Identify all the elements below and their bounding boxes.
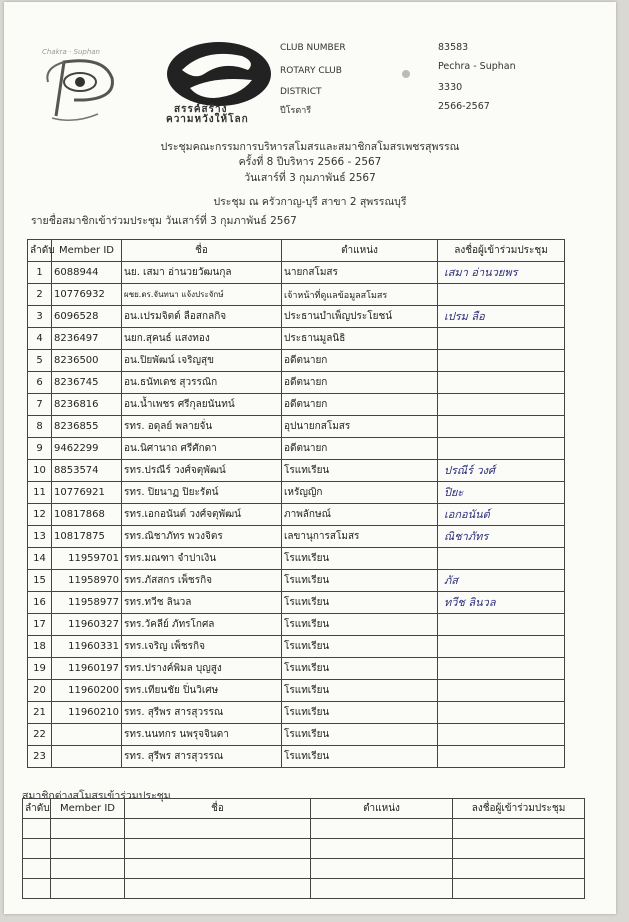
table-row bbox=[28, 438, 565, 460]
guest-cell bbox=[453, 819, 585, 839]
guest-cell bbox=[51, 879, 125, 899]
cell-position: โรแทเรียน bbox=[282, 548, 438, 570]
table-row bbox=[28, 262, 565, 284]
col-member-id-header: Member ID bbox=[52, 240, 122, 262]
cell-member-id: 6096528 bbox=[52, 306, 122, 328]
cell-no: 12 bbox=[28, 504, 52, 526]
guest-cell bbox=[51, 859, 125, 879]
guest-cell bbox=[453, 859, 585, 879]
cell-position: อดีตนายก bbox=[282, 394, 438, 416]
cell-signature bbox=[438, 548, 565, 570]
guest-col-member-id-header: Member ID bbox=[51, 799, 125, 819]
cell-no: 20 bbox=[28, 680, 52, 702]
cell-position: เหรัญญิก bbox=[282, 482, 438, 504]
table-row bbox=[28, 394, 565, 416]
cell-no: 22 bbox=[28, 724, 52, 746]
cell-signature bbox=[438, 438, 565, 460]
cell-position: ประธานมูลนิธิ bbox=[282, 328, 438, 350]
swoosh-logo-icon bbox=[164, 40, 274, 110]
cell-name: รทร. ปิยนาฏ ปิยะรัตน์ bbox=[122, 482, 282, 504]
guest-col-position-header: ตำแหน่ง bbox=[311, 799, 453, 819]
cell-member-id: 11958970 bbox=[52, 570, 122, 592]
cell-no: 14 bbox=[28, 548, 52, 570]
cell-no: 11 bbox=[28, 482, 52, 504]
table-row bbox=[28, 636, 565, 658]
cell-name: รทร.วัคลีย์ ภัทรโกศล bbox=[122, 614, 282, 636]
decorative-dot bbox=[402, 70, 410, 78]
meeting-number: ครั้งที่ 8 ปีบริหาร 2566 - 2567 bbox=[238, 156, 382, 168]
cell-signature bbox=[438, 592, 565, 614]
cell-name: รทร. อดุลย์ พลายจั่น bbox=[122, 416, 282, 438]
cell-member-id bbox=[52, 724, 122, 746]
cell-no: 4 bbox=[28, 328, 52, 350]
cell-member-id: 10776921 bbox=[52, 482, 122, 504]
cell-member-id: 11960197 bbox=[52, 658, 122, 680]
table-row bbox=[28, 548, 565, 570]
guest-cell bbox=[453, 879, 585, 899]
cell-name: ผชย.ดร.จันทนา แจ้งประจักษ์ bbox=[122, 284, 282, 306]
cell-position: ประธานบำเพ็ญประโยชน์ bbox=[282, 306, 438, 328]
cell-no: 15 bbox=[28, 570, 52, 592]
cell-no: 18 bbox=[28, 636, 52, 658]
rotary-club: Pechra - Suphan bbox=[438, 61, 516, 72]
cell-signature bbox=[438, 702, 565, 724]
district: 3330 bbox=[438, 82, 463, 93]
cell-no: 1 bbox=[28, 262, 52, 284]
cell-name: รทร.มณฑา จำปาเงิน bbox=[122, 548, 282, 570]
guest-cell bbox=[311, 879, 453, 899]
guest-cell bbox=[311, 839, 453, 859]
handwritten-signature: เสมา อ่านวยพร bbox=[444, 266, 518, 279]
cell-member-id: 8236497 bbox=[52, 328, 122, 350]
handwritten-signature: ทวีช ลินวล bbox=[444, 596, 496, 609]
cell-position: โรแทเรียน bbox=[282, 658, 438, 680]
cell-no: 23 bbox=[28, 746, 52, 768]
cell-signature bbox=[438, 570, 565, 592]
cell-member-id bbox=[52, 746, 122, 768]
table-row bbox=[28, 724, 565, 746]
cell-position: อุปนายกสโมสร bbox=[282, 416, 438, 438]
table-row bbox=[28, 680, 565, 702]
cell-no: 10 bbox=[28, 460, 52, 482]
cell-signature bbox=[438, 394, 565, 416]
cell-position: อดีตนายก bbox=[282, 350, 438, 372]
guest-cell bbox=[23, 859, 51, 879]
table-row bbox=[28, 570, 565, 592]
cell-name: อน.น้ำเพชร ศรีกุลยนันทน์ bbox=[122, 394, 282, 416]
cell-no: 19 bbox=[28, 658, 52, 680]
guest-cell bbox=[51, 819, 125, 839]
table-header-row bbox=[28, 240, 565, 262]
table-row bbox=[28, 416, 565, 438]
cell-name: นยก.สุคนธ์ แสงทอง bbox=[122, 328, 282, 350]
cell-member-id: 10817875 bbox=[52, 526, 122, 548]
meeting-date: วันเสาร์ที่ 3 กุมภาพันธ์ 2567 bbox=[244, 172, 376, 184]
cell-signature bbox=[438, 746, 565, 768]
rotary-year: 2566-2567 bbox=[438, 101, 490, 112]
cell-name: อน.ปิยพัฒน์ เจริญสุข bbox=[122, 350, 282, 372]
guest-cell bbox=[125, 819, 311, 839]
col-no-header: ลำดับ bbox=[28, 240, 52, 262]
cell-name: รทร.ภัสสกร เพ็ชรกิจ bbox=[122, 570, 282, 592]
rotary-year-label: ปีโรตารี bbox=[280, 106, 312, 116]
guest-cell bbox=[125, 879, 311, 899]
table-row bbox=[28, 614, 565, 636]
attendance-table bbox=[27, 239, 565, 768]
cell-name: รทร.ปรางค์พิมล บุญสูง bbox=[122, 658, 282, 680]
cell-signature bbox=[438, 680, 565, 702]
cell-position: โรแทเรียน bbox=[282, 724, 438, 746]
guest-cell bbox=[23, 879, 51, 899]
cell-member-id: 11960210 bbox=[52, 702, 122, 724]
p-eye-logo-icon bbox=[34, 48, 130, 126]
cell-name: อน.ธนัทเดช สุวรรณิก bbox=[122, 372, 282, 394]
logo-caption-2: ความหวังให้โลก bbox=[166, 114, 249, 125]
cell-signature bbox=[438, 482, 565, 504]
cell-name: รทร.ปรณีร์ วงศ์จตุพัฒน์ bbox=[122, 460, 282, 482]
guest-row bbox=[23, 879, 585, 899]
cell-member-id: 8236855 bbox=[52, 416, 122, 438]
col-signature-header: ลงชื่อผู้เข้าร่วมประชุม bbox=[438, 240, 565, 262]
handwritten-signature: ภัส bbox=[444, 574, 458, 587]
club-number: 83583 bbox=[438, 42, 469, 53]
cell-signature bbox=[438, 614, 565, 636]
cell-signature bbox=[438, 658, 565, 680]
rotary-club-label: ROTARY CLUB bbox=[280, 66, 342, 76]
cell-no: 6 bbox=[28, 372, 52, 394]
cell-signature bbox=[438, 306, 565, 328]
roster-title: รายชื่อสมาชิกเข้าร่วมประชุม วันเสาร์ที่ 3 กุมภาพันธ์ 2567 bbox=[31, 215, 297, 227]
cell-member-id: 11960200 bbox=[52, 680, 122, 702]
meeting-venue: ประชุม ณ ครัวกาญ-บุรี สาขา 2 สุพรรณบุรี bbox=[213, 196, 407, 208]
col-position-header: ตำแหน่ง bbox=[282, 240, 438, 262]
table-row bbox=[28, 526, 565, 548]
club-logo-p bbox=[34, 48, 130, 126]
handwritten-signature: ปิยะ bbox=[444, 486, 464, 499]
handwritten-signature: เปรม ลือ bbox=[444, 310, 485, 323]
table-row bbox=[28, 702, 565, 724]
guest-cell bbox=[51, 839, 125, 859]
cell-signature bbox=[438, 526, 565, 548]
cell-position: ภาพลักษณ์ bbox=[282, 504, 438, 526]
cell-position: โรแทเรียน bbox=[282, 570, 438, 592]
cell-name: รทร.ทวีช ลินวล bbox=[122, 592, 282, 614]
cell-member-id: 10817868 bbox=[52, 504, 122, 526]
cell-name: รทร.เอกอนันต์ วงศ์จตุพัฒน์ bbox=[122, 504, 282, 526]
cell-no: 8 bbox=[28, 416, 52, 438]
guest-col-signature-header: ลงชื่อผู้เข้าร่วมประชุม bbox=[453, 799, 585, 819]
cell-name: รทร.นนทกร นพรุจจินดา bbox=[122, 724, 282, 746]
cell-no: 5 bbox=[28, 350, 52, 372]
table-row bbox=[28, 658, 565, 680]
cell-signature bbox=[438, 372, 565, 394]
guest-col-no-header: ลำดับ bbox=[23, 799, 51, 819]
guest-header-row bbox=[23, 799, 585, 819]
logo-script-text: Chakra · Suphan bbox=[42, 48, 100, 56]
cell-name: รทร. สุรีพร สารสุวรรณ bbox=[122, 746, 282, 768]
cell-member-id: 9462299 bbox=[52, 438, 122, 460]
district-label: DISTRICT bbox=[280, 87, 322, 97]
table-row bbox=[28, 284, 565, 306]
cell-signature bbox=[438, 416, 565, 438]
cell-signature bbox=[438, 724, 565, 746]
guest-row bbox=[23, 859, 585, 879]
cell-signature bbox=[438, 328, 565, 350]
cell-member-id: 8236500 bbox=[52, 350, 122, 372]
guest-col-name-header: ชื่อ bbox=[125, 799, 311, 819]
guest-cell bbox=[125, 839, 311, 859]
guest-table bbox=[22, 798, 585, 899]
guest-cell bbox=[311, 859, 453, 879]
table-row bbox=[28, 372, 565, 394]
cell-signature bbox=[438, 504, 565, 526]
cell-position: อดีตนายก bbox=[282, 438, 438, 460]
handwritten-signature: ณิชาภัทร bbox=[444, 530, 489, 543]
guest-cell bbox=[23, 839, 51, 859]
cell-signature bbox=[438, 350, 565, 372]
handwritten-signature: ปรณีร์ วงศ์ bbox=[444, 464, 496, 477]
cell-no: 21 bbox=[28, 702, 52, 724]
table-row bbox=[28, 504, 565, 526]
cell-member-id: 8853574 bbox=[52, 460, 122, 482]
table-row bbox=[28, 350, 565, 372]
cell-position: โรแทเรียน bbox=[282, 636, 438, 658]
cell-no: 16 bbox=[28, 592, 52, 614]
cell-position: โรแทเรียน bbox=[282, 702, 438, 724]
cell-position: อดีตนายก bbox=[282, 372, 438, 394]
guest-cell bbox=[311, 819, 453, 839]
guest-row bbox=[23, 819, 585, 839]
cell-member-id: 10776932 bbox=[52, 284, 122, 306]
guest-cell bbox=[125, 859, 311, 879]
table-row bbox=[28, 746, 565, 768]
cell-name: อน.เปรมจิตต์ ลือสกลกิจ bbox=[122, 306, 282, 328]
cell-member-id: 11960327 bbox=[52, 614, 122, 636]
cell-name: รทร.เทียนชัย ปิ่นวิเศษ bbox=[122, 680, 282, 702]
guest-cell bbox=[23, 819, 51, 839]
table-row bbox=[28, 306, 565, 328]
cell-no: 17 bbox=[28, 614, 52, 636]
col-name-header: ชื่อ bbox=[122, 240, 282, 262]
meeting-title: ประชุมคณะกรรมการบริหารสโมสรและสมาชิกสโมสรเพชรสุพรรณ bbox=[160, 141, 460, 153]
cell-no: 3 bbox=[28, 306, 52, 328]
table-row bbox=[28, 460, 565, 482]
cell-name: รทร.ณิชาภัทร พวงจิตร bbox=[122, 526, 282, 548]
cell-no: 7 bbox=[28, 394, 52, 416]
table-row bbox=[28, 328, 565, 350]
guest-row bbox=[23, 839, 585, 859]
cell-member-id: 11959701 bbox=[52, 548, 122, 570]
cell-member-id: 11960331 bbox=[52, 636, 122, 658]
cell-position: โรแทเรียน bbox=[282, 614, 438, 636]
table-row bbox=[28, 482, 565, 504]
cell-member-id: 8236745 bbox=[52, 372, 122, 394]
cell-position: โรแทเรียน bbox=[282, 592, 438, 614]
cell-signature bbox=[438, 636, 565, 658]
cell-name: อน.นิศานาถ ศรีศักดา bbox=[122, 438, 282, 460]
guest-cell bbox=[453, 839, 585, 859]
cell-no: 13 bbox=[28, 526, 52, 548]
cell-member-id: 11958977 bbox=[52, 592, 122, 614]
cell-name: นย. เสมา อ่านวยวัฒนกุล bbox=[122, 262, 282, 284]
document-page bbox=[4, 2, 616, 914]
attendance-table-body bbox=[28, 262, 565, 768]
cell-no: 9 bbox=[28, 438, 52, 460]
logo-caption-1: สรรค์สร้าง bbox=[174, 104, 228, 115]
club-number-label: CLUB NUMBER bbox=[280, 43, 346, 53]
cell-signature bbox=[438, 460, 565, 482]
cell-member-id: 6088944 bbox=[52, 262, 122, 284]
cell-position: เจ้าหน้าที่ดูแลข้อมูลสโมสร bbox=[282, 284, 438, 306]
cell-position: เลขานุการสโมสร bbox=[282, 526, 438, 548]
cell-signature bbox=[438, 284, 565, 306]
table-row bbox=[28, 592, 565, 614]
cell-position: นายกสโมสร bbox=[282, 262, 438, 284]
cell-member-id: 8236816 bbox=[52, 394, 122, 416]
cell-name: รทร. สุรีพร สารสุวรรณ bbox=[122, 702, 282, 724]
cell-position: โรแทเรียน bbox=[282, 680, 438, 702]
cell-name: รทร.เจริญ เพ็ชรกิจ bbox=[122, 636, 282, 658]
cell-no: 2 bbox=[28, 284, 52, 306]
handwritten-signature: เอกอนันต์ bbox=[444, 508, 490, 521]
guest-title: สมาชิกต่างสโมสรเข้าร่วมประชุม bbox=[22, 790, 171, 802]
cell-position: โรแทเรียน bbox=[282, 746, 438, 768]
cell-position: โรแทเรียน bbox=[282, 460, 438, 482]
cell-signature bbox=[438, 262, 565, 284]
